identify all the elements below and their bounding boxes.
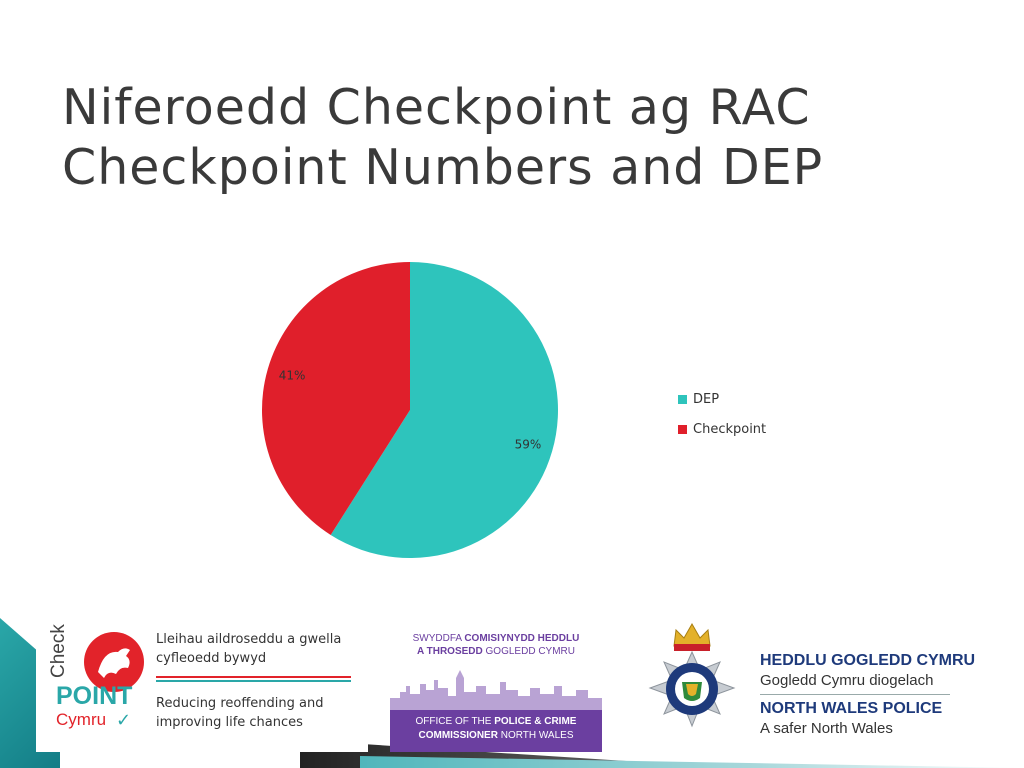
- legend-label-dep: DEP: [693, 391, 720, 407]
- legend-swatch-dep: [678, 395, 687, 404]
- pcc-welsh-name: SWYDDFA COMISIYNYDD HEDDLU A THROSEDD GOGLEDD CYMRU: [412, 633, 580, 657]
- nwp-welsh-motto: Gogledd Cymru diogelach: [760, 672, 934, 689]
- legend-item-dep: [678, 384, 766, 414]
- welsh-tagline: Lleihau aildroseddu a gwella cyfleoedd bywyd: [156, 632, 342, 666]
- english-tagline: Reducing reoffending and improving life chances: [156, 696, 324, 730]
- data-label-dep: 59%: [514, 437, 542, 452]
- pcc-english-name: OFFICE OF THE POLICE & CRIME COMMISSIONER NORTH WALES: [415, 716, 577, 741]
- title-welsh: Niferoedd Checkpoint ag RAC: [62, 79, 811, 136]
- data-label-checkpoint: 41%: [278, 368, 306, 383]
- checkmark-icon: ✓: [116, 710, 132, 731]
- checkpoint-cymru-logo: [36, 618, 368, 752]
- logo-word-check: Check: [48, 624, 69, 678]
- north-wales-police-logo: [632, 614, 1012, 754]
- legend-swatch-checkpoint: [678, 425, 687, 434]
- divider-teal: [156, 680, 351, 682]
- nwp-english-name: NORTH WALES POLICE: [760, 700, 943, 717]
- chart-legend: [678, 384, 766, 444]
- nwp-welsh-name: HEDDLU GOGLEDD CYMRU: [760, 652, 976, 669]
- logo-word-cymru: Cymru: [56, 710, 107, 729]
- police-crime-commissioner-logo: [390, 628, 602, 752]
- police-badge-icon: [636, 616, 748, 750]
- nwp-divider: [760, 694, 950, 695]
- nwp-english-motto: A safer North Wales: [760, 720, 893, 737]
- divider-red: [156, 676, 351, 678]
- title-english: Checkpoint Numbers and DEP: [62, 139, 824, 196]
- logo-word-point: POINT: [56, 682, 133, 710]
- legend-label-checkpoint: Checkpoint: [693, 421, 767, 437]
- skyline-icon: [390, 668, 602, 712]
- legend-item-checkpoint: [678, 414, 766, 444]
